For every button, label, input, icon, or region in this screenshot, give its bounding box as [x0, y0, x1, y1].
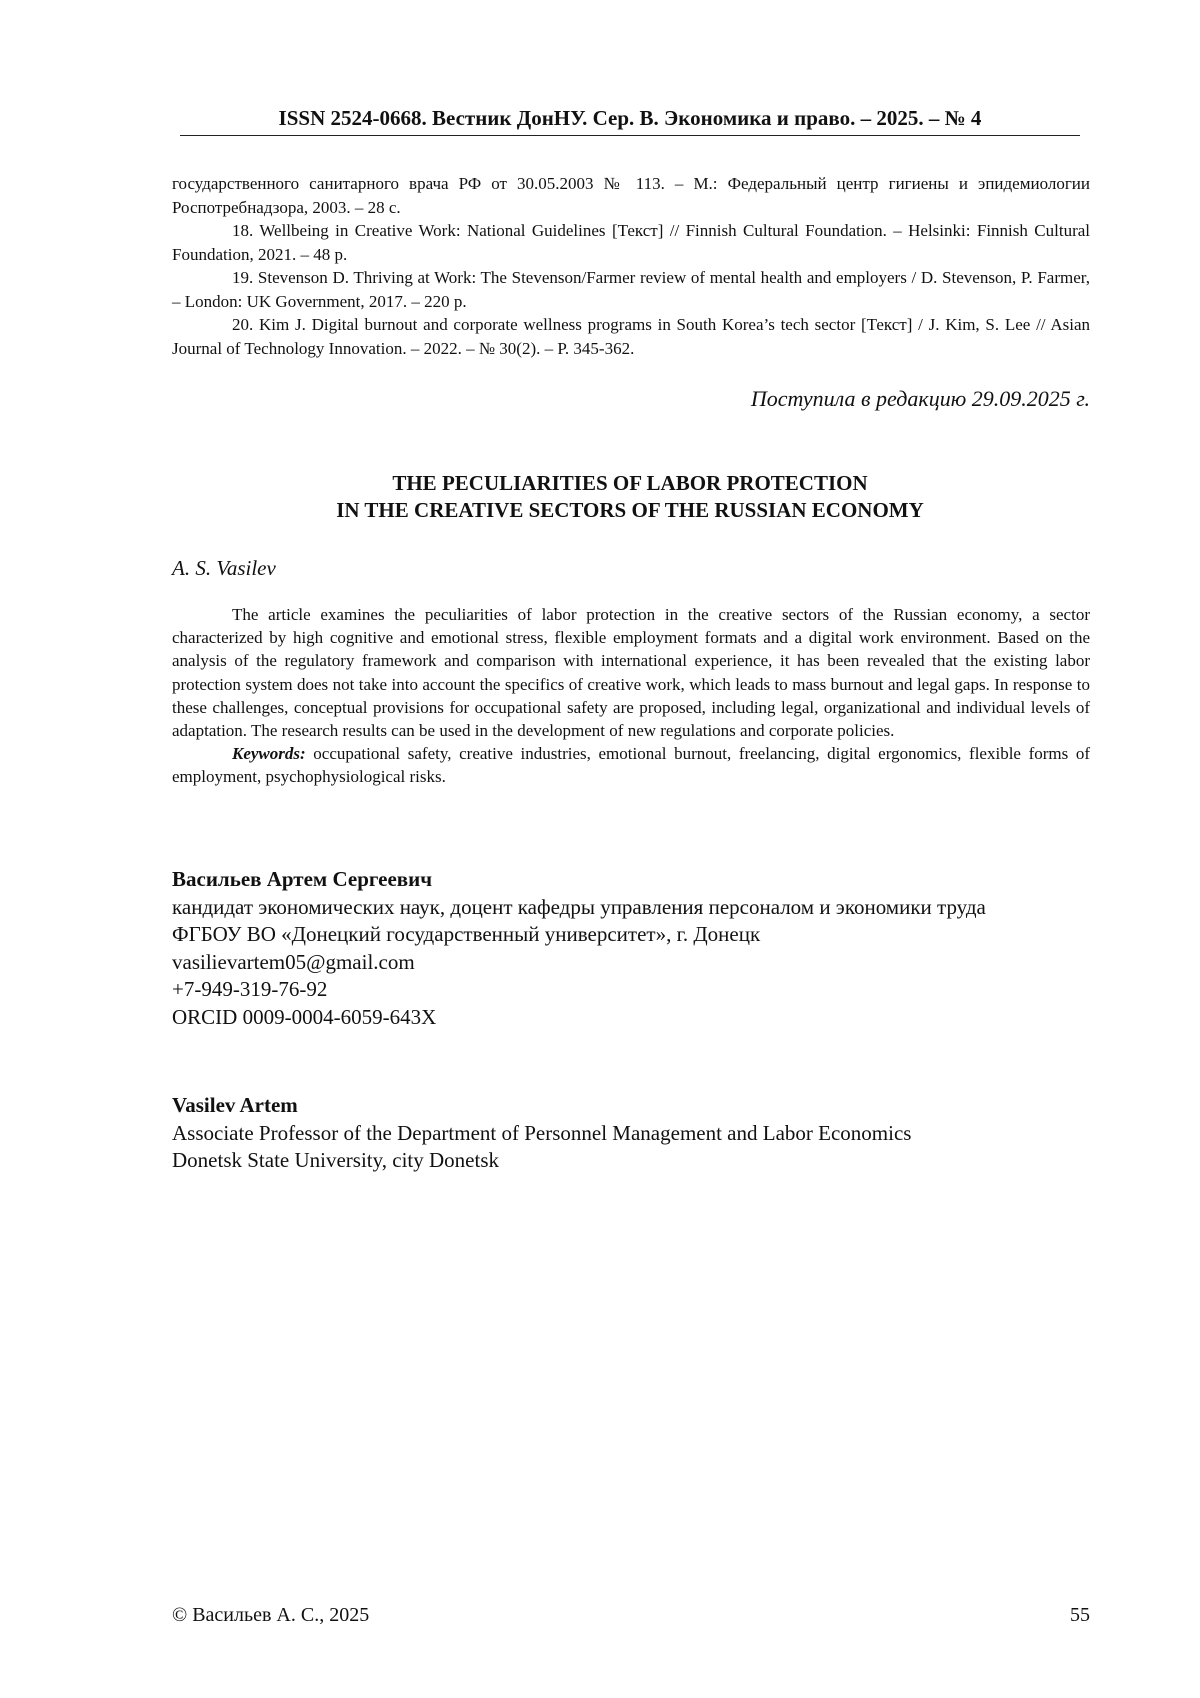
author-phone: +7-949-319-76-92 — [172, 977, 328, 1001]
reference-list — [172, 172, 1090, 360]
keywords-label: Keywords: — [232, 744, 306, 764]
author-affiliation-en: Donetsk State University, city Donetsk — [172, 1148, 500, 1172]
copyright: © Васильев А. С., 2025 — [172, 1604, 370, 1626]
author-name-ru: Васильев Артем Сергеевич — [172, 867, 433, 891]
reference-item-18: 18. Wellbeing in Creative Work: National Guidelines [Текст] // Finnish Cultural Foundation. – Helsinki: Finnish Cultural Foundation, 2021. – 48 p. — [172, 221, 1090, 264]
received-date: Поступила в редакцию 29.09.2025 г. — [750, 386, 1090, 411]
author-email: vasilievartem05@gmail.com — [172, 949, 415, 974]
author-affiliation-ru: ФГБОУ ВО «Донецкий государственный университет», г. Донецк — [172, 922, 761, 946]
reference-item-20: 20. Kim J. Digital burnout and corporate wellness programs in South Korea’s tech sector [Текст] / J. Kim, S. Lee // Asian Journal of Technology Innovation. – 2022. – № 30(2). – P. 345-362. — [172, 315, 1090, 358]
author-position-en: Associate Professor of the Department of Personnel Management and Labor Economics — [172, 1120, 912, 1145]
author-info-ru — [172, 866, 1090, 1031]
running-header: ISSN 2524-0668. Вестник ДонНУ. Сер. В. Экономика и право. – 2025. – № 4 — [180, 106, 1080, 136]
article-author: A. S. Vasilev — [172, 556, 276, 580]
reference-continuation: государственного санитарного врача РФ от 30.05.2003 № 113. – М.: Федеральный центр гигиены и эпидемиологии Роспотребнадзора, 2003. – 28 с. — [172, 174, 1090, 217]
article-title-line-2: IN THE CREATIVE SECTORS OF THE RUSSIAN ECONOMY — [336, 498, 924, 522]
keywords — [172, 742, 1090, 788]
author-name-en: Vasilev Artem — [172, 1093, 298, 1117]
page-number: 55 — [1070, 1604, 1090, 1626]
keywords-text: occupational safety, creative industries, emotional burnout, freelancing, digital ergonomics, flexible forms of employment, psychophysiological risks. — [172, 744, 1091, 787]
author-info-en — [172, 1092, 1090, 1175]
author-position-ru: кандидат экономических наук, доцент кафедры управления персоналом и экономики труда — [172, 894, 986, 919]
reference-item-19: 19. Stevenson D. Thriving at Work: The Stevenson/Farmer review of mental health and employers / D. Stevenson, P. Farmer, – London: UK Government, 2017. – 220 p. — [172, 268, 1090, 311]
article-title-line-1: THE PECULIARITIES OF LABOR PROTECTION — [392, 471, 868, 495]
abstract-text: The article examines the peculiarities of labor protection in the creative sectors of the Russian economy, a sector characterized by high cognitive and emotional stress, flexible employment formats and a digital work environment. Based on the analysis of the regulatory framework and comparison with international experience, it has been revealed that the existing labor protection system does not take into account the specifics of creative work, which leads to mass burnout and legal gaps. In response to these challenges, conceptual provisions for occupational safety are proposed, including legal, organizational and individual levels of adaptation. The research results can be used in the development of new regulations and corporate policies. — [172, 605, 1090, 741]
article-title — [180, 470, 1080, 524]
abstract — [172, 603, 1090, 789]
author-orcid: ORCID 0009-0004-6059-643X — [172, 1004, 437, 1029]
